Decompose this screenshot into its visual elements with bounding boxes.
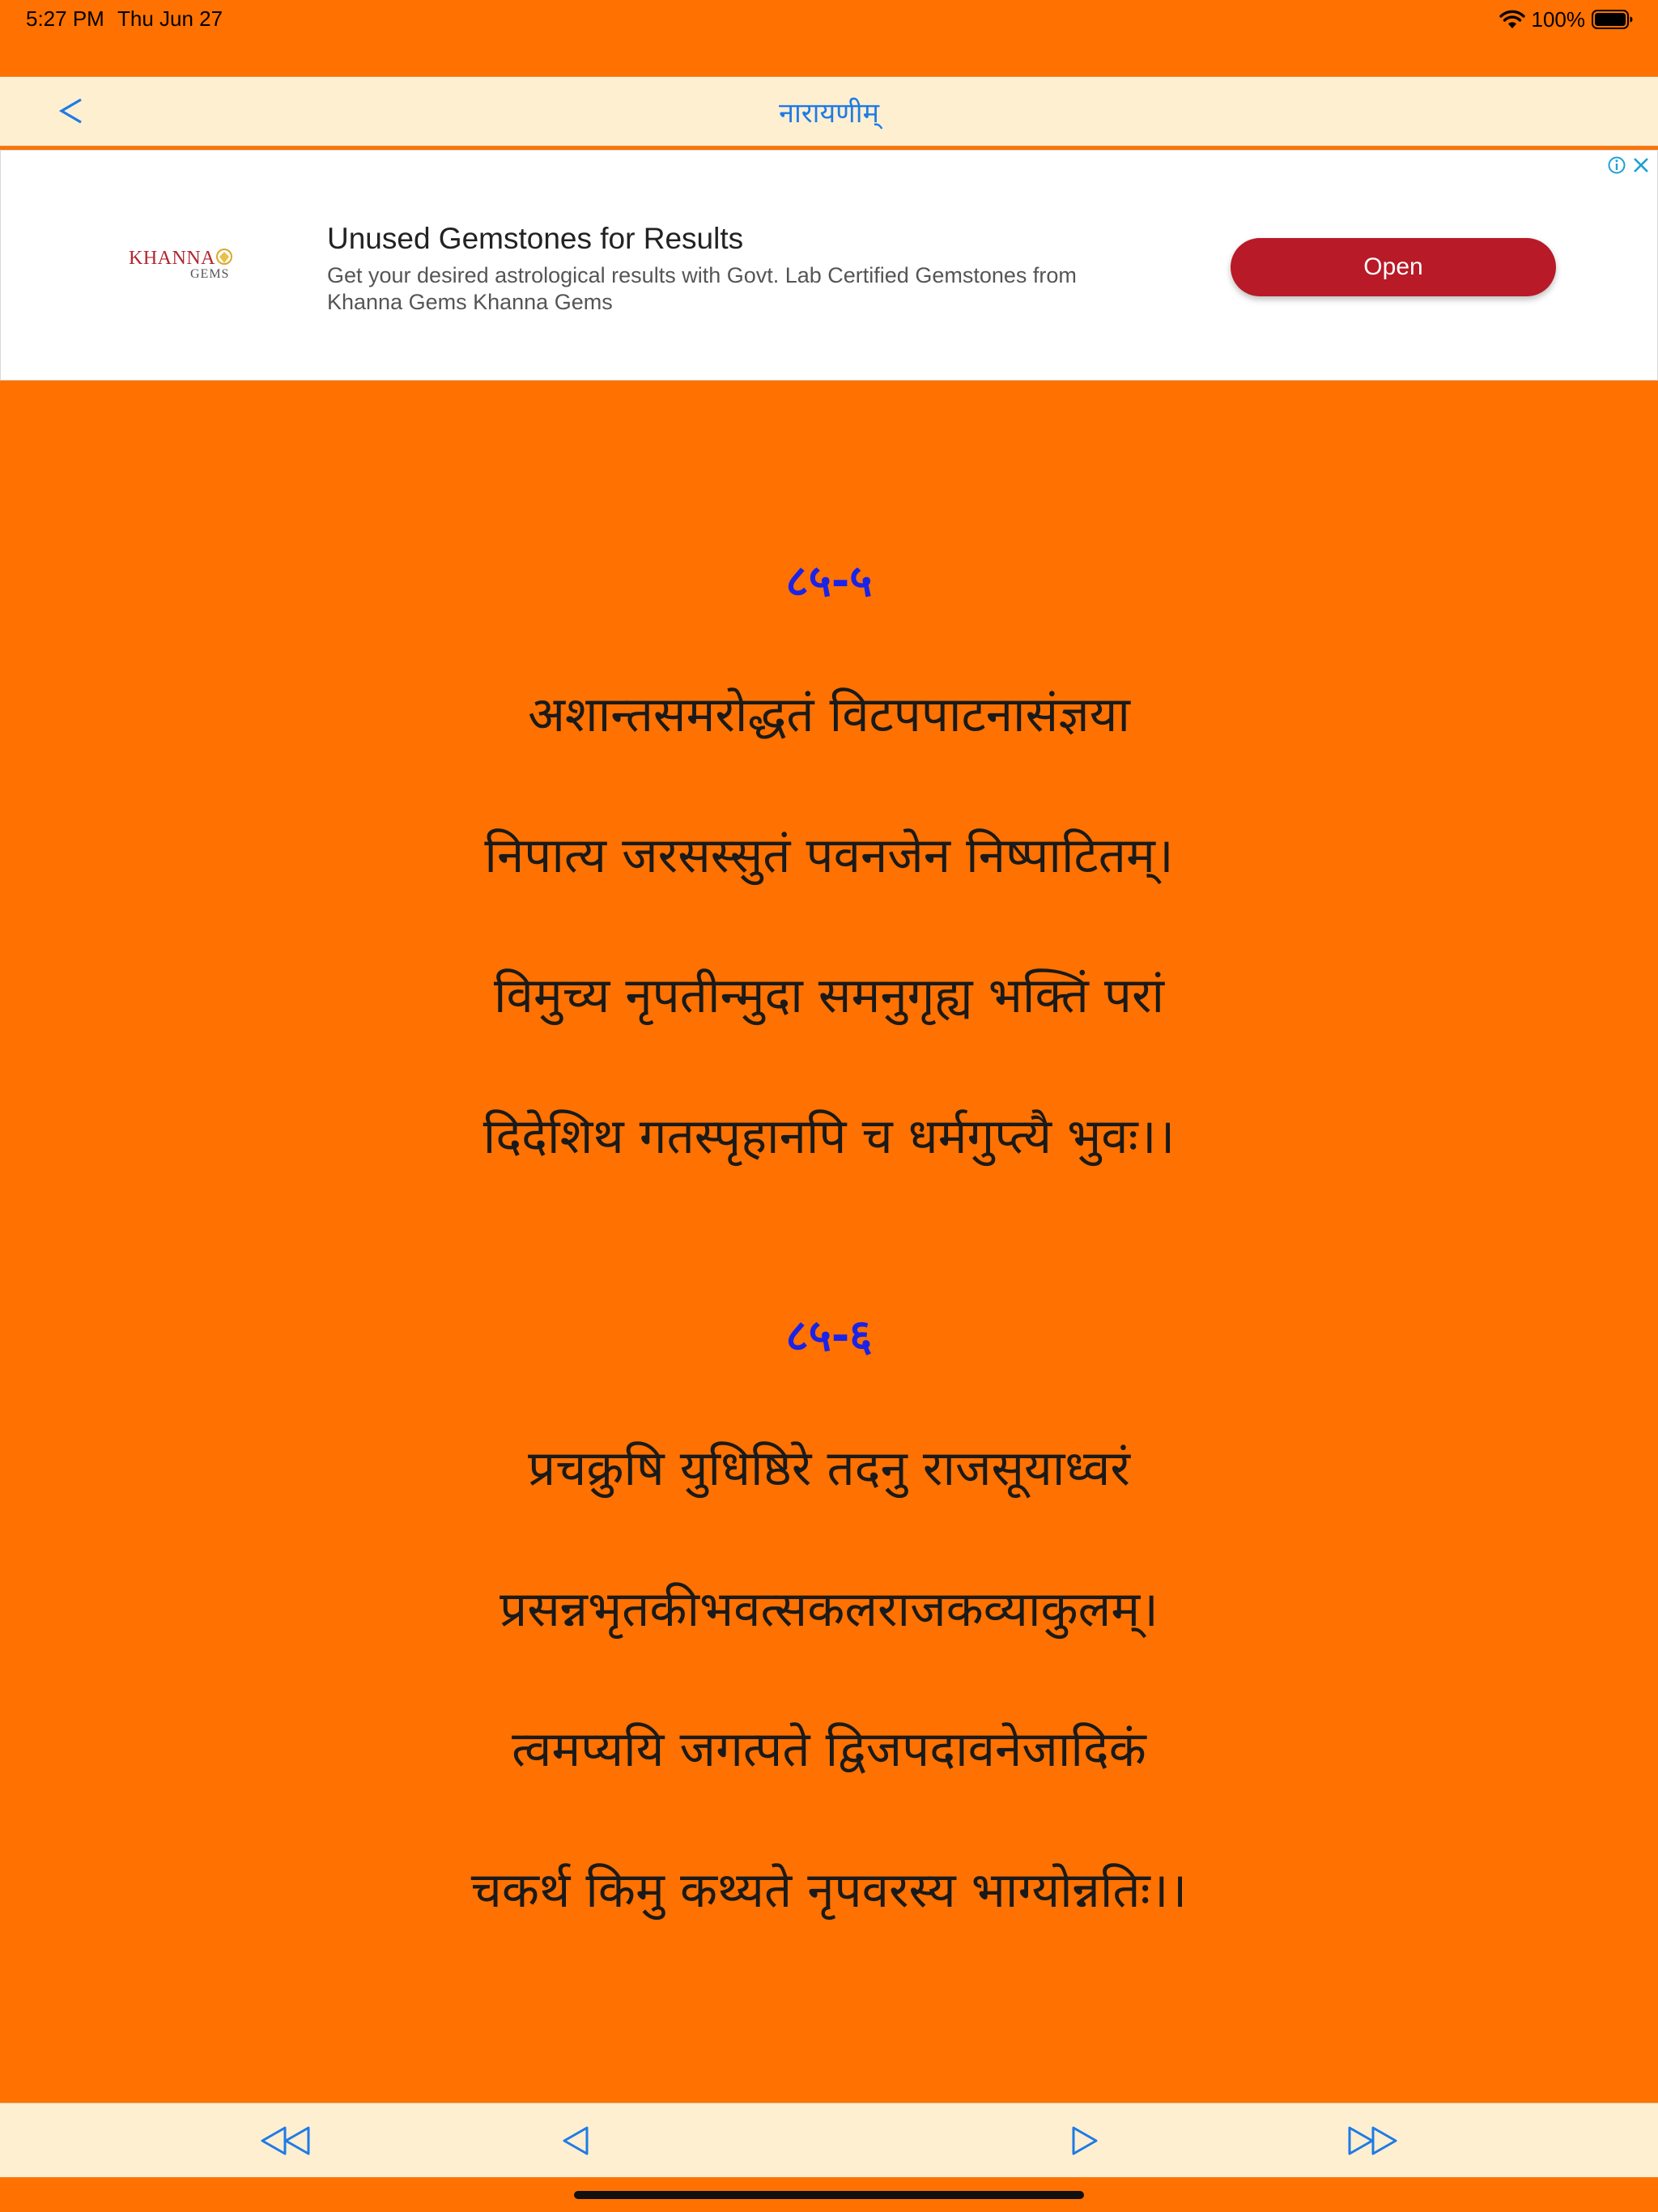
verse-line: निपात्य जरसस्सुतं पवनजेन निष्पाटितम्। (484, 827, 1174, 884)
close-icon[interactable] (1631, 155, 1651, 175)
verse-line: प्रसन्नभृतकीभवत्सकलराजकव्याकुलम्। (500, 1581, 1158, 1638)
previous-verse-button[interactable] (547, 2121, 604, 2160)
bottom-toolbar (0, 2103, 1658, 2177)
ad-open-button[interactable]: Open (1231, 238, 1556, 296)
ad-description: Get your desired astrological results with Govt. Lab Certified Gemstones from Khanna Gems Khanna Gems (327, 263, 1077, 314)
verse-line: विमुच्य नृपतीन्मुदा समनुगृह्य भक्तिं परां (493, 968, 1165, 1024)
next-verse-button[interactable] (1056, 2121, 1113, 2160)
skip-to-first-icon (260, 2125, 312, 2157)
verse-number: ८५-५ (785, 555, 873, 606)
ad-headline[interactable]: Unused Gemstones for Results (327, 222, 744, 255)
verse-number: ८५-६ (785, 1310, 873, 1361)
status-time: 5:27 PM (26, 6, 104, 31)
ad-logo-name: KHANNA (129, 248, 215, 269)
ad-logo-subtitle: GEMS (190, 267, 230, 281)
ad-choices (1607, 155, 1651, 175)
info-icon[interactable] (1607, 155, 1626, 175)
battery-full-icon (1592, 10, 1634, 29)
verse-line: प्रचक्रुषि युधिष्ठिरे तदनु राजसूयाध्वरं (528, 1440, 1130, 1497)
verse-content (0, 381, 1658, 2105)
status-bar (0, 0, 1658, 76)
verse-line: त्वमप्ययि जगत्पते द्विजपदावनेजादिकं (512, 1721, 1146, 1778)
home-indicator[interactable] (574, 2191, 1084, 2199)
page-title: नारायणीम् (779, 97, 879, 130)
ad-logo (129, 248, 238, 288)
status-indicators (1499, 6, 1635, 32)
battery-percentage: 100% (1531, 6, 1585, 32)
verse-line: अशान्तसमरोद्धतं विटपपाटनासंज्ञया (528, 687, 1130, 743)
wifi-icon (1499, 9, 1525, 30)
verse-line: दिदेशिथ गतस्पृहानपि च धर्मगुप्त्यै भुवः।। (483, 1108, 1175, 1165)
gem-icon (213, 248, 236, 269)
status-date: Thu Jun 27 (117, 6, 223, 31)
skip-to-last-icon (1346, 2125, 1398, 2157)
previous-icon (559, 2125, 592, 2157)
last-verse-button[interactable] (1344, 2121, 1401, 2160)
ad-banner[interactable] (0, 150, 1658, 381)
first-verse-button[interactable] (257, 2121, 314, 2160)
navigation-bar (0, 76, 1658, 147)
next-icon (1069, 2125, 1101, 2157)
verse-line: चकर्थ किमु कथ्यते नृपवरस्य भाग्योन्नतिः।। (470, 1862, 1188, 1919)
